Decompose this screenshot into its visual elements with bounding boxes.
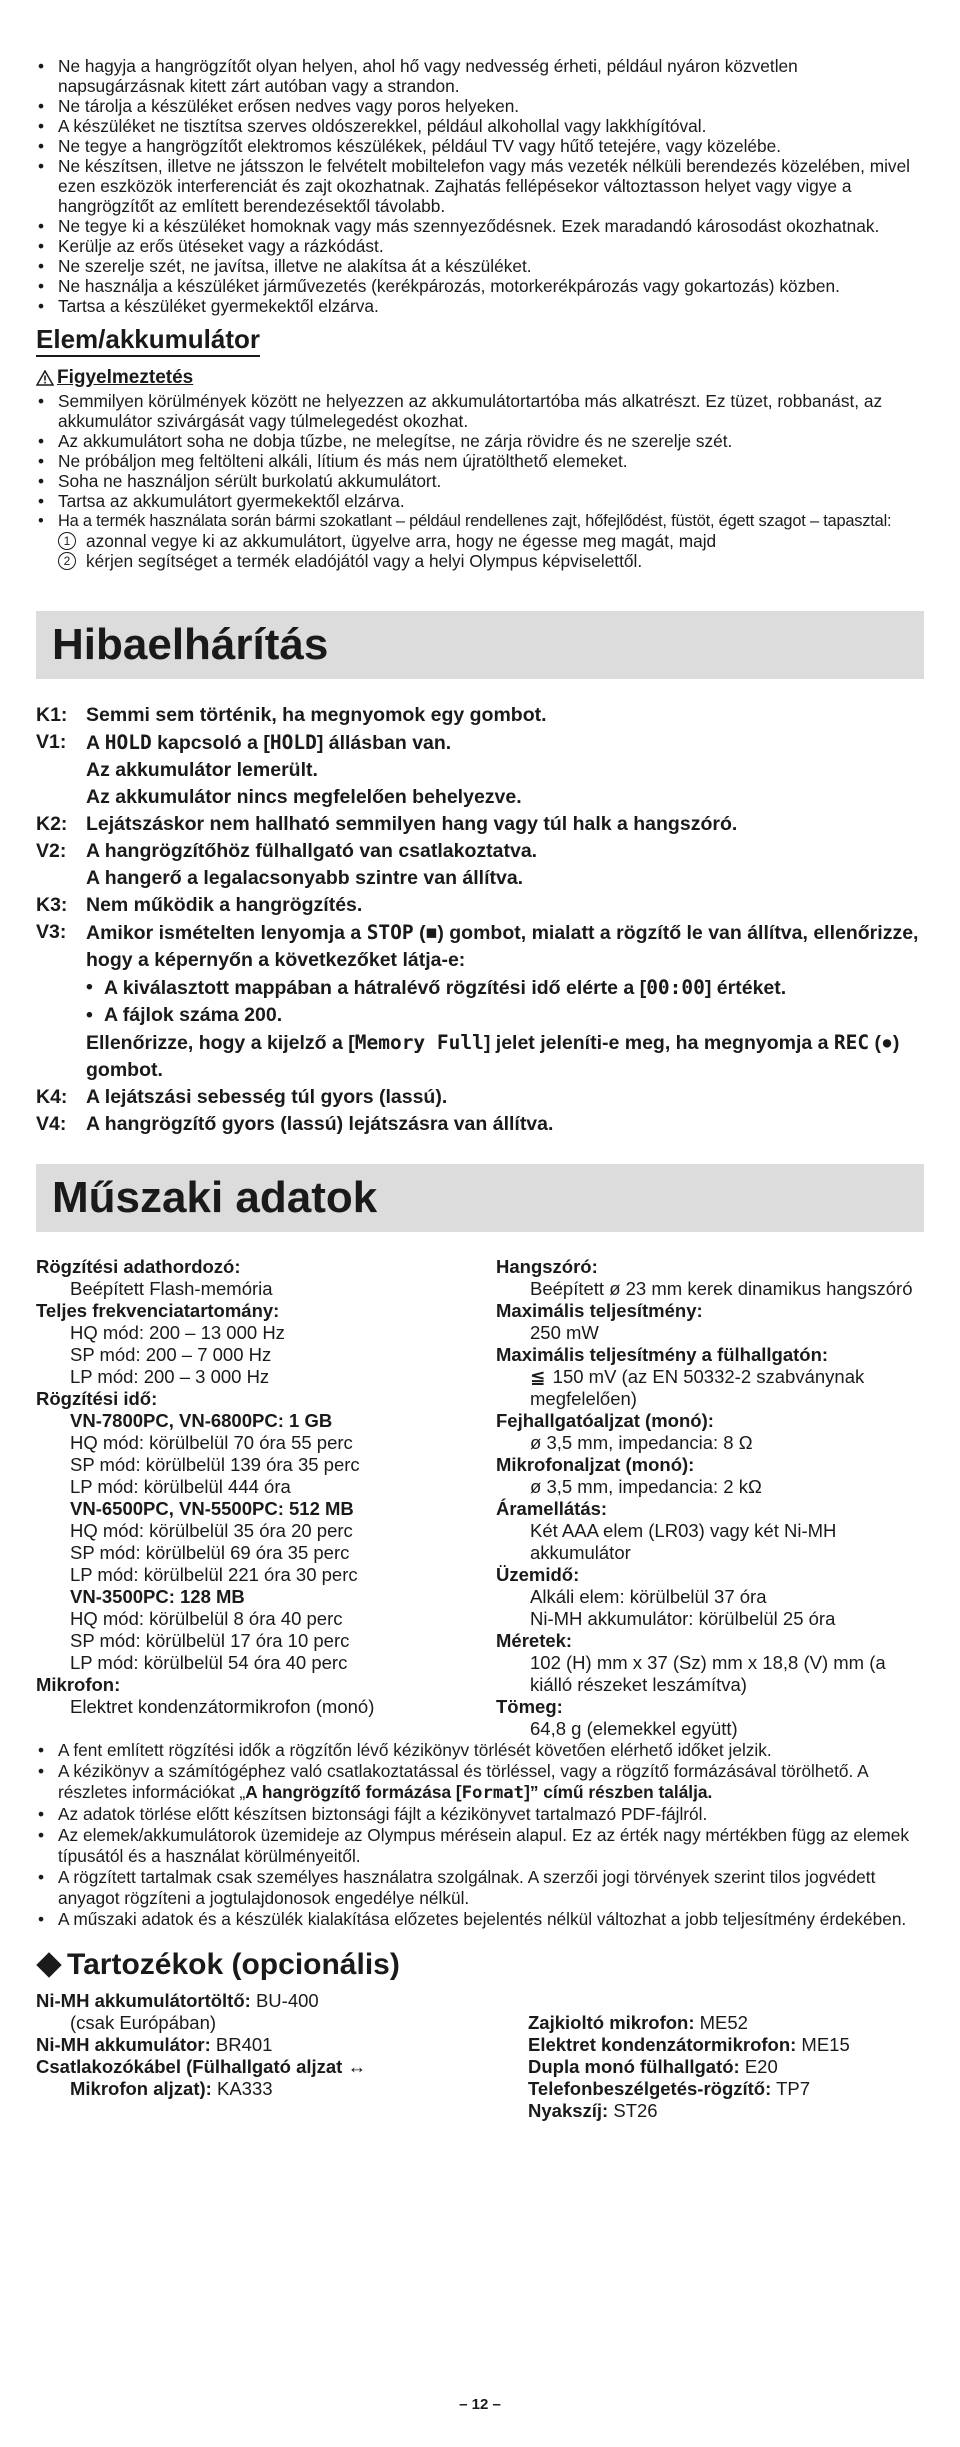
question-1: K1: Semmi sem történik, ha megnyomok egy gombot. xyxy=(36,704,547,726)
time-display-text: 00:00 xyxy=(646,976,705,999)
spec-line: LP mód: körülbelül 221 óra 30 perc xyxy=(70,1564,358,1585)
spec-line: 102 (H) mm x 37 (Sz) mm x 18,8 (V) mm (a kiálló részeket leszámítva) xyxy=(530,1652,886,1695)
rec-button-label: REC xyxy=(833,1031,870,1054)
accessory-item: Dupla monó fülhallgató: E20 xyxy=(528,2056,778,2077)
specifications-banner: Műszaki adatok xyxy=(36,1164,924,1232)
spec-line: LP mód: 200 – 3 000 Hz xyxy=(70,1366,270,1387)
list-item: • Ne tárolja a készüléket erősen nedves vagy poros helyeken. xyxy=(36,96,924,116)
list-item: • Ne hagyja a hangrögzítőt olyan helyen, ahol hő vagy nedvesség érheti, például nyáron közvetlen napsugárzásnak kitett zárt autóban vagy a strandon. xyxy=(36,56,924,96)
spec-line: Beépített Flash-memória xyxy=(70,1278,273,1299)
stop-icon: ■ xyxy=(425,922,438,944)
step-2 xyxy=(58,551,924,571)
troubleshooting-banner: Hibaelhárítás xyxy=(36,611,924,679)
spec-line: LP mód: körülbelül 54 óra 40 perc xyxy=(70,1652,348,1673)
spec-line: SP mód: körülbelül 17 óra 10 perc xyxy=(70,1630,350,1651)
spec-line: Maximális teljesítmény: xyxy=(496,1300,703,1321)
memory-full-display-text: Memory Full xyxy=(354,1031,484,1054)
spec-line: Ni-MH akkumulátor: körülbelül 25 óra xyxy=(530,1608,836,1629)
accessory-item: Elektret kondenzátormikrofon: ME15 xyxy=(528,2034,850,2055)
spec-line: HQ mód: 200 – 13 000 Hz xyxy=(70,1322,285,1343)
answer-2: V2: A hangrögzítőhöz fülhallgató van csatlakoztatva. A hangerő a legalacsonyabb szintre van állítva. xyxy=(36,840,538,889)
spec-line: Rögzítési adathordozó: xyxy=(36,1256,241,1277)
less-equal-icon: ≦ xyxy=(530,1366,546,1387)
battery-warnings-list xyxy=(36,391,924,531)
spec-line: Áramellátás: xyxy=(496,1498,608,1519)
spec-line: ≦ 150 mV (az EN 50332-2 szabványnak megfelelően) xyxy=(530,1366,865,1409)
spec-line: Beépített ø 23 mm kerek dinamikus hangszóró xyxy=(530,1278,913,1299)
list-item: • Kerülje az erős ütéseket vagy a rázkódást. xyxy=(36,236,924,256)
list-item: • Ne tegye a hangrögzítőt elektromos készülékek, például TV vagy hűtő tetejére, vagy közelébe. xyxy=(36,136,924,156)
step-text: kérjen segítséget a termék eladójától vagy a helyi Olympus képviselettől. xyxy=(86,551,643,571)
question-2: K2: Lejátszáskor nem hallható semmilyen hang vagy túl halk a hangszóró. xyxy=(36,813,738,835)
accessory-item: Nyakszíj: ST26 xyxy=(528,2100,658,2121)
answer-3: V3: Amikor ismételten lenyomja a STOP (■) gombot, mialatt a rögzítő le van állítva, ellenőrizze, hogy a képernyőn a következőket látja-e: • A kiválasztott mappában a hátralévő rögzítési idő elérte a [00:00] értéket. • A fájlok száma 200. Ellenőrizze, hogy a kijelző a [Memory Full] jelet jeleníti-e meg, ha megnyomja a REC (●) gombot. xyxy=(36,921,919,1081)
double-arrow-icon: ↔ xyxy=(347,2056,366,2077)
spec-line: Rögzítési idő: xyxy=(36,1388,158,1409)
emergency-steps xyxy=(36,531,924,571)
list-item: • Ne szerelje szét, ne javítsa, illetve ne alakítsa át a készüléket. xyxy=(36,256,924,276)
hold-display-text: HOLD xyxy=(269,731,317,754)
spec-line: Elektret kondenzátormikrofon (monó) xyxy=(70,1696,375,1717)
spec-line: Alkáli elem: körülbelül 37 óra xyxy=(530,1586,767,1607)
record-icon: ● xyxy=(881,1032,893,1054)
accessory-item: Telefonbeszélgetés-rögzítő: TP7 xyxy=(528,2078,810,2099)
accessory-item: Ni-MH akkumulátor: BR401 xyxy=(36,2034,273,2055)
spec-line: SP mód: körülbelül 69 óra 35 perc xyxy=(70,1542,350,1563)
warning-heading xyxy=(36,367,924,389)
list-item: • Ne készítsen, illetve ne játsszon le felvételt mobiltelefon vagy más vezeték nélküli berendezés közelében, mivel ezen eszközök interferenciát és zajt okozhatnak. Zajhatás fellépésekor változtasson helyet vagy vigye a hangrögzítőt az említett berendezésektől távolabb. xyxy=(36,156,924,216)
accessory-item: Csatlakozókábel (Fülhallgató aljzat ↔ xyxy=(36,2056,366,2077)
list-item: • Az akkumulátort soha ne dobja tűzbe, ne melegítse, ne zárja rövidre és ne szerelje szét. xyxy=(36,431,924,451)
accessory-note: (csak Európában) xyxy=(70,2012,217,2033)
list-item: • Ne tegye ki a készüléket homoknak vagy más szennyeződésnek. Ezek maradandó károsodást okozhatnak. xyxy=(36,216,924,236)
stop-button-label: STOP xyxy=(366,921,414,944)
spec-column-left xyxy=(36,1256,496,1740)
list-item: • Tartsa az akkumulátort gyermekektől elzárva. xyxy=(36,491,924,511)
warning-triangle-icon xyxy=(36,370,54,386)
step-text: azonnal vegye ki az akkumulátort, ügyelve arra, hogy ne égesse meg magát, majd xyxy=(86,531,717,551)
spec-line: HQ mód: körülbelül 35 óra 20 perc xyxy=(70,1520,353,1541)
spec-line: ø 3,5 mm, impedancia: 2 kΩ xyxy=(530,1476,762,1497)
manual-page xyxy=(36,56,924,2122)
battery-heading: Elem/akkumulátor xyxy=(36,324,260,357)
step-1 xyxy=(58,531,924,551)
list-item: • A műszaki adatok és a készülék kialakítása előzetes bejelentés nélkül változhat a jobb teljesítmény érdekében. xyxy=(36,1909,924,1930)
step-number: 2 xyxy=(58,552,76,570)
page-number: – 12 – xyxy=(459,2396,501,2413)
question-3: K3: Nem működik a hangrögzítés. xyxy=(36,894,363,916)
step-number: 1 xyxy=(58,532,76,550)
spec-line: Teljes frekvenciatartomány: xyxy=(36,1300,280,1321)
spec-column-right xyxy=(496,1256,924,1740)
precautions-list xyxy=(36,56,924,316)
spec-line: Hangszóró: xyxy=(496,1256,598,1277)
list-item: • Az elemek/akkumulátorok üzemideje az Olympus mérésein alapul. Ez az érték nagy mértékben függ az elemek típusától és a használat körülményeitől. xyxy=(36,1825,924,1867)
spec-line: ø 3,5 mm, impedancia: 8 Ω xyxy=(530,1432,753,1453)
troubleshooting-faq xyxy=(36,702,924,1138)
spec-line: SP mód: körülbelül 139 óra 35 perc xyxy=(70,1454,360,1475)
spec-notes xyxy=(36,1740,924,1930)
spec-line: Fejhallgatóaljzat (monó): xyxy=(496,1410,714,1431)
spec-line: SP mód: 200 – 7 000 Hz xyxy=(70,1344,272,1365)
spec-line: Tömeg: xyxy=(496,1696,563,1717)
list-item: • Ne próbáljon meg feltölteni alkáli, lítium és más nem újratölthető elemeket. xyxy=(36,451,924,471)
specifications xyxy=(36,1256,924,1740)
list-item: • Ha a termék használata során bármi szokatlant – például rendellenes zajt, hőfejlődést, füstöt, égett szagot – tapasztal: xyxy=(36,511,924,531)
spec-line: HQ mód: körülbelül 8 óra 40 perc xyxy=(70,1608,343,1629)
diamond-icon xyxy=(36,1952,61,1977)
list-item: • Soha ne használjon sérült burkolatú akkumulátort. xyxy=(36,471,924,491)
list-item: • Tartsa a készüléket gyermekektől elzárva. xyxy=(36,296,924,316)
list-item: • Ne használja a készüléket járművezetés (kerékpározás, motorkerékpározás vagy gokartozás) közben. xyxy=(36,276,924,296)
spec-line: Mikrofonaljzat (monó): xyxy=(496,1454,695,1475)
list-item: • Az adatok törlése előtt készítsen biztonsági fájlt a kézikönyvet tartalmazó PDF-fájlról. xyxy=(36,1804,924,1825)
list-item: • A rögzített tartalmak csak személyes használatra szolgálnak. A szerzői jogi törvények szerint tilos jogvédett anyagot rögzíteni a jogtulajdonosok engedélye nélkül. xyxy=(36,1867,924,1909)
spec-line: VN-7800PC, VN-6800PC: 1 GB xyxy=(70,1410,333,1431)
hold-button-label: HOLD xyxy=(104,731,152,754)
spec-line: VN-3500PC: 128 MB xyxy=(70,1586,245,1607)
accessories-heading: Tartozékok (opcionális) xyxy=(36,1948,924,1982)
spec-line: Maximális teljesítmény a fülhallgatón: xyxy=(496,1344,829,1365)
spec-line: Méretek: xyxy=(496,1630,573,1651)
spec-line: VN-6500PC, VN-5500PC: 512 MB xyxy=(70,1498,354,1519)
accessory-item: Ni-MH akkumulátortöltő: BU-400 xyxy=(36,1990,319,2011)
spec-line: LP mód: körülbelül 444 óra xyxy=(70,1476,291,1497)
answer-1: V1: A HOLD kapcsoló a [HOLD] állásban van. Az akkumulátor lemerült. Az akkumulátor nincs megfelelően behelyezve. xyxy=(36,731,522,808)
list-item: • A készüléket ne tisztítsa szerves oldószerekkel, például alkohollal vagy lakkhígítóval. xyxy=(36,116,924,136)
spec-line: Két AAA elem (LR03) vagy két Ni-MH akkumulátor xyxy=(530,1520,837,1563)
accessory-item: Mikrofon aljzat): KA333 xyxy=(70,2078,273,2099)
list-item: • Semmilyen körülmények között ne helyezzen az akkumulátortartóba más alkatrészt. Ez tüzet, robbanást, az akkumulátor szivárgását vagy túlmelegedést okozhat. xyxy=(36,391,924,431)
warning-label: Figyelmeztetés xyxy=(57,367,194,388)
spec-line: 250 mW xyxy=(530,1322,599,1343)
spec-line: Üzemidő: xyxy=(496,1564,580,1585)
accessory-item: Zajkioltó mikrofon: ME52 xyxy=(528,2012,748,2033)
accessories-list xyxy=(36,1990,924,2122)
list-item: • A kézikönyv a számítógéphez való csatlakoztatással és törléssel, vagy a rögzítő formázásával törölhető. A részletes információkat „A hangrögzítő formázása [Format]” című részben találja. xyxy=(36,1761,924,1804)
spec-line: HQ mód: körülbelül 70 óra 55 perc xyxy=(70,1432,353,1453)
list-item: • A fent említett rögzítési idők a rögzítőn lévő kézikönyv törlését követően elérhető időket jelzik. xyxy=(36,1740,924,1761)
question-4: K4: A lejátszási sebesség túl gyors (lassú). xyxy=(36,1086,448,1108)
spec-line: Mikrofon: xyxy=(36,1674,121,1695)
spec-line: 64,8 g (elemekkel együtt) xyxy=(530,1718,738,1739)
answer-4: V4: A hangrögzítő gyors (lassú) lejátszásra van állítva. xyxy=(36,1113,554,1135)
